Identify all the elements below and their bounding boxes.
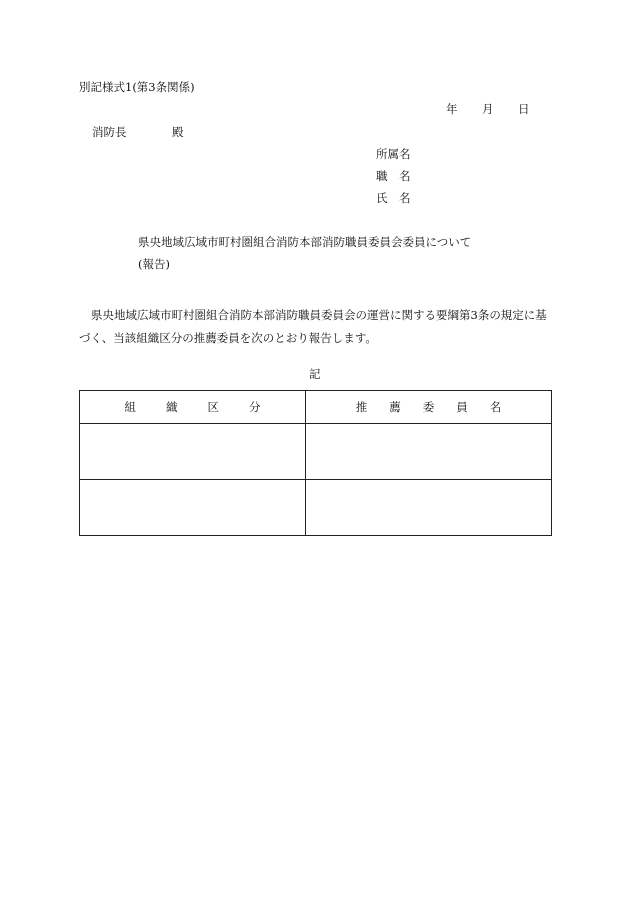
addressee-honorific: 殿 (172, 125, 184, 139)
rec-header-char: 薦 (389, 400, 401, 414)
subject-title: 県央地域広域市町村圏組合消防本部消防職員委員会委員について (138, 235, 472, 249)
rec-header-char: 推 (355, 400, 368, 414)
recommended-member-cell (306, 424, 552, 480)
org-category-cell (80, 424, 306, 480)
table-header-row (80, 391, 552, 424)
recommendation-table (79, 390, 552, 536)
ki-heading: 記 (309, 367, 321, 381)
org-category-cell (80, 480, 306, 536)
date-line (446, 104, 530, 116)
sender-position-label: 職 名 (376, 169, 411, 183)
subject-subtitle: (報告) (138, 257, 170, 271)
recommended-member-cell (306, 480, 552, 536)
date-year-label: 年 (446, 102, 458, 116)
table-row (80, 424, 552, 480)
org-header-char: 分 (249, 400, 261, 414)
body-text: 県央地域広域市町村圏組合消防本部消防職員委員会の運営に関する要綱第3条の規定に基づく、当該組織区分の推薦委員を次のとおり報告します。 (79, 308, 547, 345)
sender-name-label: 氏 名 (376, 191, 411, 205)
rec-header-char: 員 (456, 400, 468, 414)
addressee (92, 127, 184, 139)
sender-block (376, 149, 411, 215)
recommended-member-header (306, 391, 552, 424)
rec-header-char: 名 (489, 400, 502, 414)
date-month-label: 月 (482, 102, 494, 116)
org-category-header (80, 391, 306, 424)
date-day-label: 日 (518, 102, 530, 116)
org-header-char: 織 (166, 400, 178, 414)
sender-affiliation-label: 所属名 (376, 147, 411, 161)
table-row (80, 480, 552, 536)
org-header-char: 区 (207, 400, 219, 414)
org-header-char: 組 (124, 400, 136, 414)
rec-header-char: 委 (422, 400, 435, 414)
form-number: 別記様式1(第3条関係) (79, 80, 195, 94)
addressee-title: 消防長 (92, 125, 127, 139)
